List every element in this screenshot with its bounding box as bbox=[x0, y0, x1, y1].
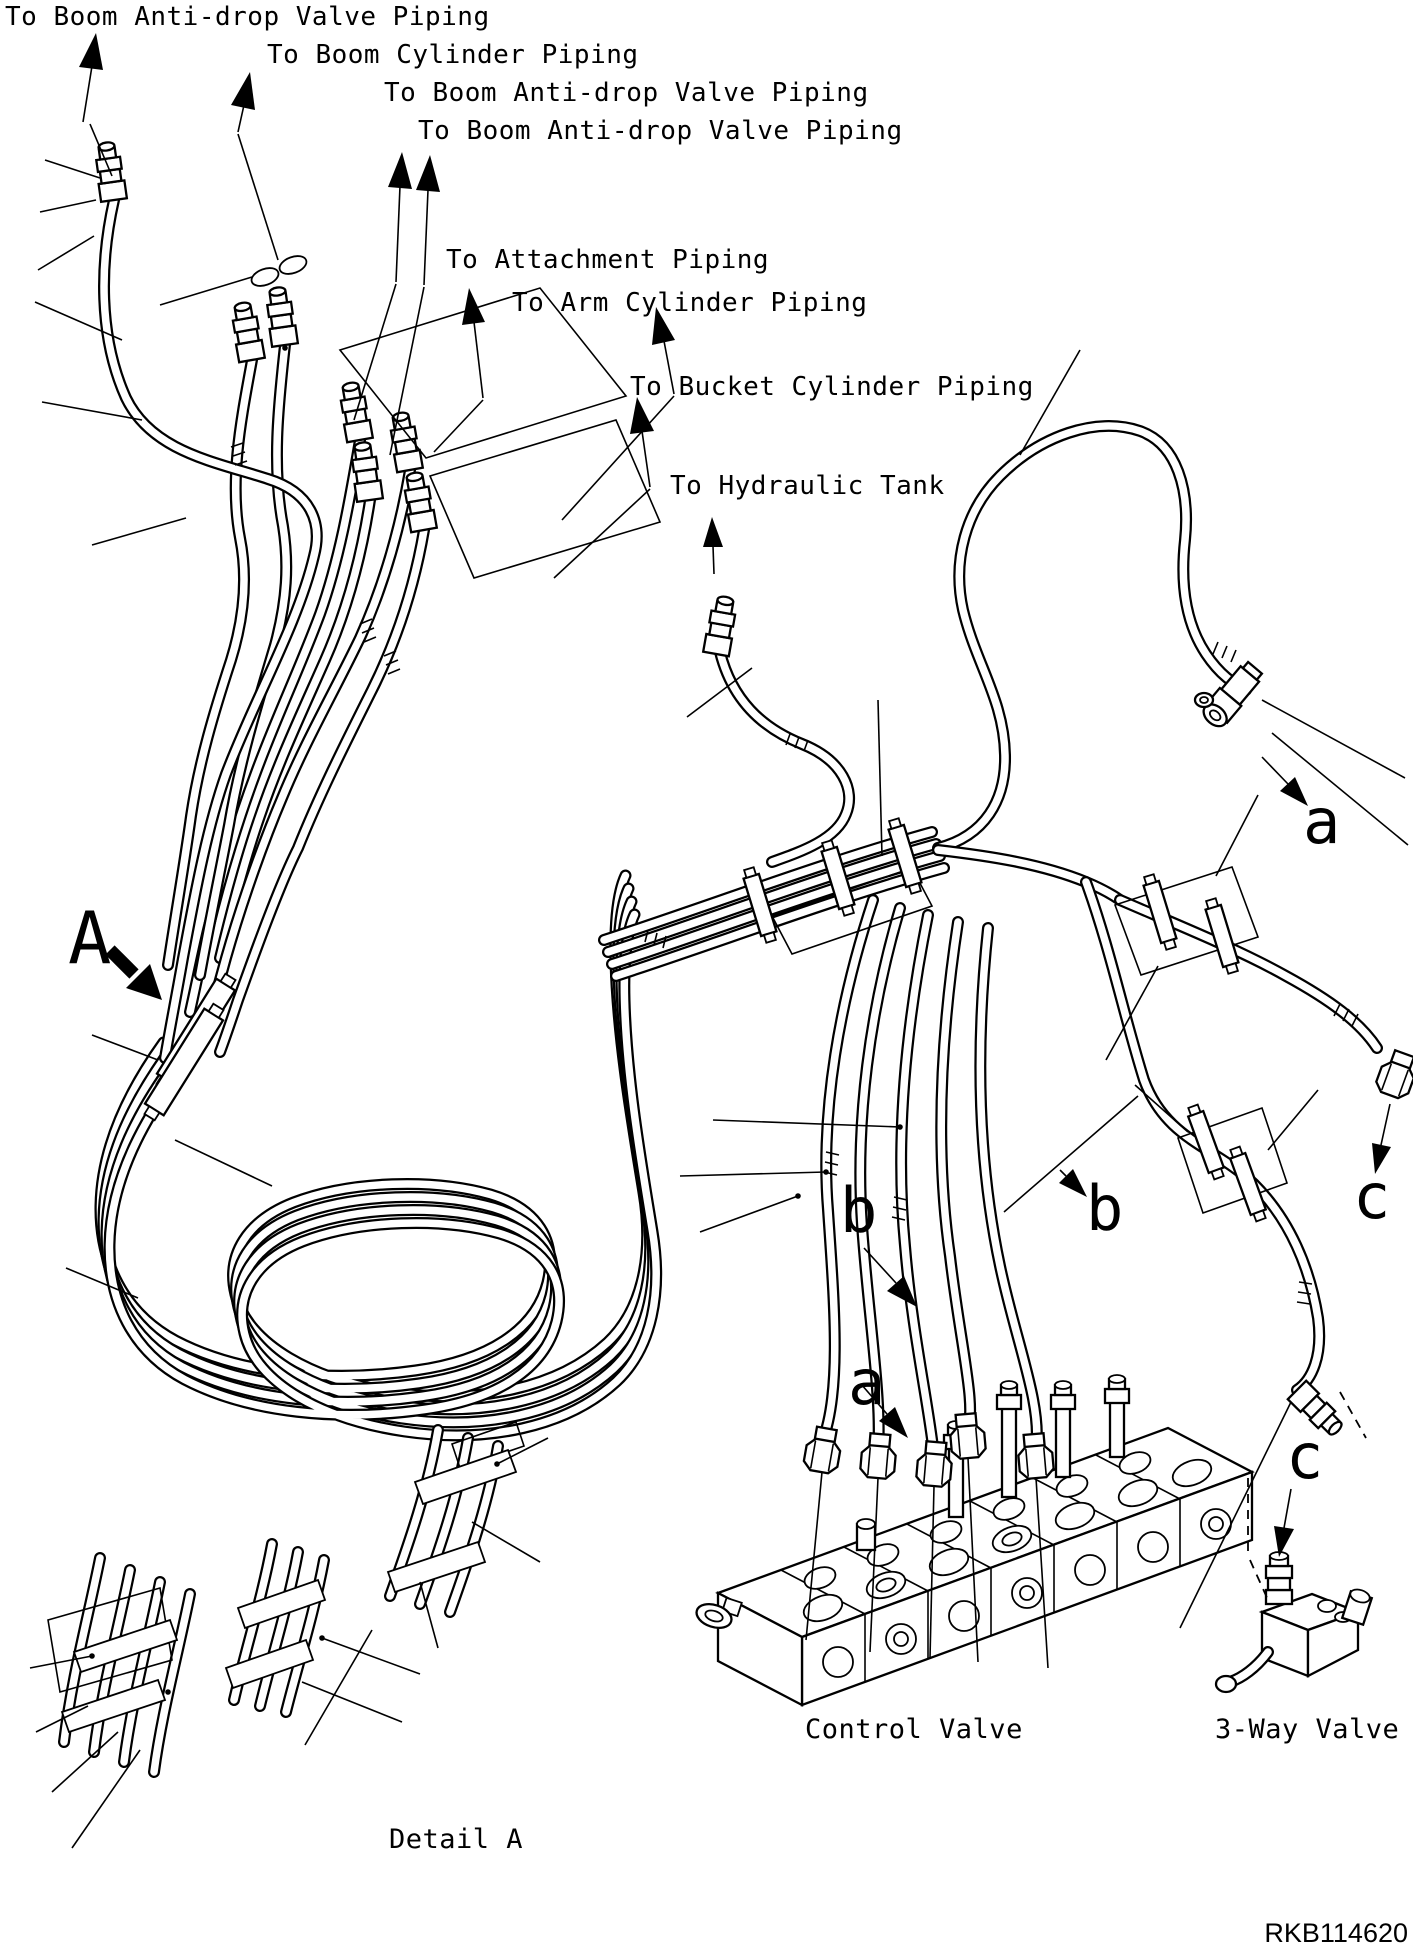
callout-attachment: To Attachment Piping bbox=[446, 245, 770, 275]
arrow-callout-5 bbox=[462, 288, 485, 398]
callout-boom-anti-drop-1: To Boom Anti-drop Valve Piping bbox=[5, 2, 490, 32]
view-letter-A: A bbox=[68, 896, 112, 980]
caption-control-valve: Control Valve bbox=[805, 1714, 1023, 1745]
marker-b-2: b bbox=[1086, 1172, 1124, 1245]
callout-labels bbox=[5, 2, 1034, 501]
arrow-marker-c2 bbox=[1274, 1489, 1294, 1557]
arrow-callout-4 bbox=[416, 155, 440, 285]
arrow-callout-2 bbox=[231, 72, 255, 132]
marker-c-1: c bbox=[1353, 1160, 1391, 1233]
three-way-right-fitting bbox=[1342, 1587, 1372, 1625]
arrow-callout-8 bbox=[703, 517, 723, 574]
detail-a-group-3 bbox=[48, 1558, 190, 1772]
arrow-callout-3 bbox=[388, 152, 412, 282]
o-ring-plug bbox=[249, 265, 281, 290]
o-ring-plug bbox=[277, 253, 309, 278]
arrow-marker-a1 bbox=[1262, 757, 1308, 806]
detail-a-group-2 bbox=[226, 1544, 325, 1712]
arrow-marker-b2 bbox=[1059, 1169, 1087, 1197]
detail-a-group-1 bbox=[388, 1422, 524, 1612]
boom-hose-group bbox=[104, 200, 424, 1058]
callout-bucket-cylinder: To Bucket Cylinder Piping bbox=[630, 372, 1034, 402]
detail-a-figure bbox=[30, 1422, 548, 1848]
grouping-boxes bbox=[340, 288, 660, 578]
drawing-number: RKB114620 bbox=[1264, 1918, 1408, 1948]
arrow-view-a bbox=[110, 950, 162, 1000]
callout-boom-anti-drop-2: To Boom Anti-drop Valve Piping bbox=[384, 78, 869, 108]
three-way-top-port bbox=[1266, 1552, 1292, 1604]
callout-boom-cylinder: To Boom Cylinder Piping bbox=[267, 40, 639, 70]
hose-hex-end-c1 bbox=[1374, 1048, 1413, 1101]
arrow-callout-1 bbox=[79, 33, 103, 122]
marker-b-1: b bbox=[840, 1174, 878, 1247]
clamp-plate-1 bbox=[1115, 867, 1258, 975]
callout-boom-anti-drop-3: To Boom Anti-drop Valve Piping bbox=[418, 116, 903, 146]
callout-hydraulic-tank: To Hydraulic Tank bbox=[670, 471, 945, 501]
marker-a-2: a bbox=[848, 1346, 886, 1419]
elbow-fitting-a bbox=[1195, 659, 1266, 731]
caption-detail-a: Detail A bbox=[389, 1824, 524, 1855]
marker-c-2: c bbox=[1286, 1420, 1324, 1493]
arrow-callout-7 bbox=[630, 397, 654, 487]
hydraulic-tank-hose bbox=[720, 652, 849, 862]
three-way-left-elbow bbox=[1216, 1652, 1268, 1692]
caption-three-way-valve: 3-Way Valve bbox=[1215, 1714, 1400, 1745]
marker-a-1: a bbox=[1303, 785, 1341, 858]
component-captions bbox=[389, 1714, 1399, 1855]
callout-arm-cylinder: To Arm Cylinder Piping bbox=[512, 288, 868, 318]
